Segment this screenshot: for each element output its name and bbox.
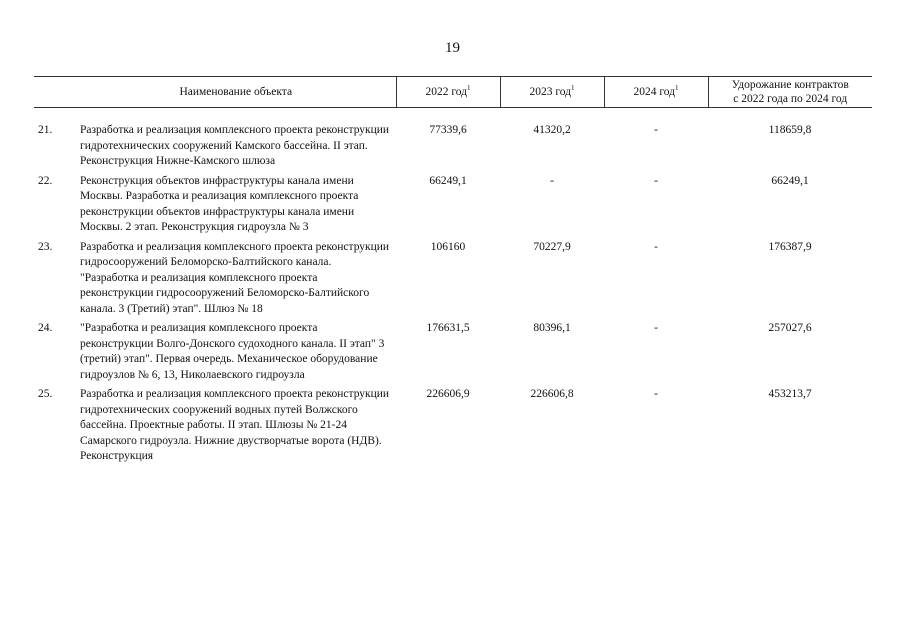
object-name: Разработка и реализация комплексного проекта реконструкции гидротехнических сооружений Камского бассейна. II этап. Реконструкция Нижне-Камского шлюза xyxy=(80,124,390,167)
table-row xyxy=(34,123,872,174)
header-2024: 2024 год$^1$ xyxy=(604,77,708,108)
object-name: "Разработка и реализация комплексного проекта реконструкции Волго-Донского судоходного канала. II этап" 3 (третий) этап". Первая очередь. Механическое оборудование гидроузлов № 6, 13, Николаевского гидроузла xyxy=(80,322,385,381)
value-increase: 118659,8 xyxy=(768,124,812,136)
table-header-row xyxy=(34,77,872,108)
row-number: 22. xyxy=(38,174,53,187)
row-number: 25. xyxy=(38,388,53,400)
header-num xyxy=(34,77,76,108)
value-increase: 66249,1 xyxy=(771,174,809,187)
row-number: 21. xyxy=(38,124,53,136)
value-2023: 70227,9 xyxy=(533,240,571,253)
value-2022: 66249,1 xyxy=(429,174,467,187)
value-2024: - xyxy=(654,124,658,136)
value-2024: - xyxy=(654,174,658,187)
object-name: Реконструкция объектов инфраструктуры канала имени Москвы. Разработка и реализация комплексного проекта реконструкции объектов инфраструктуры канала имени Москвы. 2 этап. Реконструкция гидроузла № 3 xyxy=(80,174,359,233)
value-2024: - xyxy=(654,240,658,253)
object-name: Разработка и реализация комплексного проекта реконструкции гидротехнических сооружений водных путей Волжского бассейна. Проектные работы. II этап. Шлюзы № 21-24 Самарского гидроузла. Нижние двустворчатые ворота (НДВ). Реконструкция xyxy=(80,388,390,462)
value-2023: 80396,1 xyxy=(533,322,571,334)
table-row xyxy=(34,387,872,469)
object-name: Разработка и реализация комплексного проекта реконструкции гидросооружений Беломорско-Балтийского канала. "Разработка и реализация комплексного проекта реконструкции гидросооружений Беломорско-Балтийского канала. 3 (Третий) этап". Шлюз № 18 xyxy=(80,240,390,315)
table-row xyxy=(34,174,872,240)
value-2023: - xyxy=(550,174,554,187)
table-row xyxy=(34,321,872,387)
value-increase: 176387,9 xyxy=(768,240,812,253)
header-name: Наименование объекта xyxy=(76,77,396,108)
row-number: 24. xyxy=(38,322,53,334)
value-2022: 226606,9 xyxy=(426,388,470,400)
header-increase: Удорожание контрактов с 2022 года по 2024 год xyxy=(708,77,872,108)
value-2022: 176631,5 xyxy=(426,322,470,334)
value-2024: - xyxy=(654,322,658,334)
value-2023: 41320,2 xyxy=(533,124,571,136)
value-increase: 257027,6 xyxy=(768,322,812,334)
value-2022: 106160 xyxy=(430,240,466,253)
objects-table xyxy=(34,76,872,469)
value-2022: 77339,6 xyxy=(429,124,467,136)
page-number: 19 xyxy=(445,40,460,56)
header-2023: 2023 год$^1$ xyxy=(500,77,604,108)
value-2023: 226606,8 xyxy=(530,388,574,400)
header-2022: 2022 год$^1$ xyxy=(396,77,500,108)
row-number: 23. xyxy=(38,240,53,253)
table-row xyxy=(34,240,872,322)
value-increase: 453213,7 xyxy=(768,388,812,400)
value-2024: - xyxy=(654,388,658,400)
